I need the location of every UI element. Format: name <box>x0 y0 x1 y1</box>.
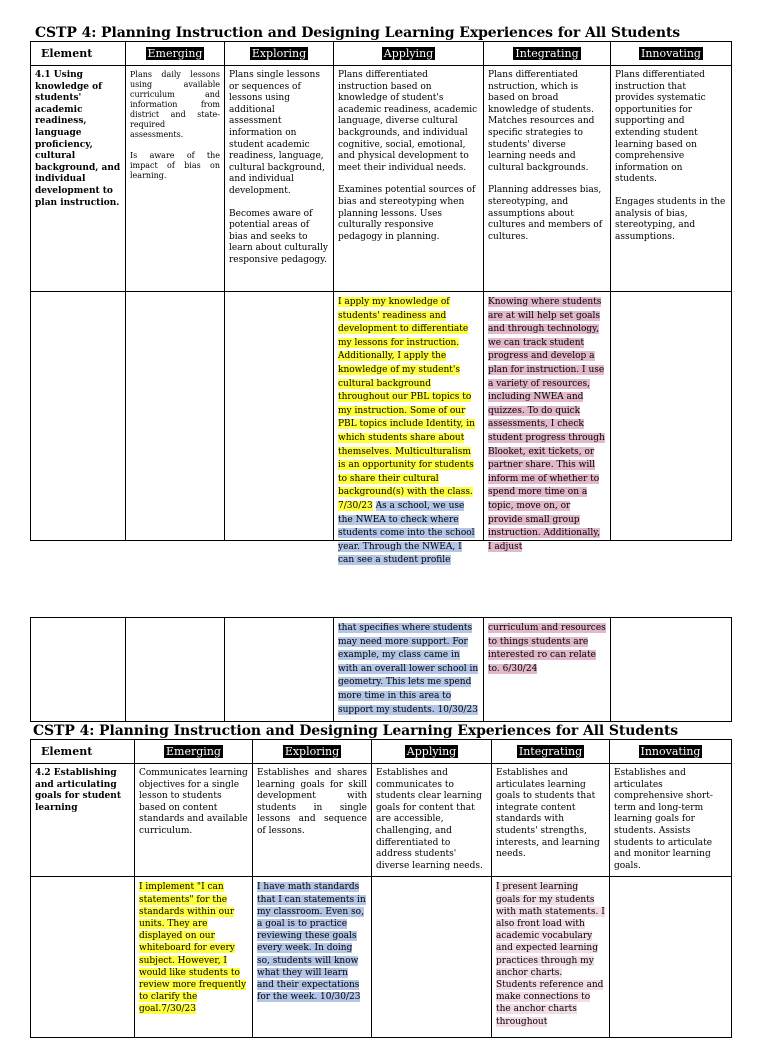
header-row <box>31 42 732 66</box>
element-4-1: 4.1 Using knowledge of students' academic readiness, language proficiency, cultural background, and individual development to plan instruction. <box>31 66 126 292</box>
header2-emerging: Emerging <box>135 740 253 764</box>
applying-response-continued: that specifies where students may need more support. For example, my class came in with an overall lower school in geometry. This lets me spend more time in this area to support my students. 10/30/23 <box>334 618 484 722</box>
integrating-descriptor: Plans differentiated nstruction, which is based on broad knowledge of students. Matches resources and specific strategies to students' diverse learning needs and cultural backgrounds. Planning addresses bias, stereotyping, and assumptions about cultures and members of cultures. <box>484 66 611 292</box>
header2-element: Element <box>31 740 135 764</box>
descriptor-row <box>31 66 732 292</box>
emerging-descriptor-2: Communicates learning objectives for a single lesson to students based on content standards and available curriculum. <box>135 764 253 877</box>
exploring-response-2: I have math standards that I can statements in my classroom. Even so, a goal is to practice reviewing these goals every week. In doing so, students will know what they will learn and their expectations for the week. 10/30/23 <box>253 877 372 1038</box>
exploring-descriptor: Plans single lessons or sequences of lessons using additional assessment information on student academic readiness, language, cultural background, and individual development. Becomes aware of potential areas of bias and seeks to learn about culturally responsive pedagogy. <box>225 66 334 292</box>
header-applying: Applying <box>334 42 484 66</box>
continued-exploring-empty <box>225 618 334 722</box>
response2-innovating-empty <box>610 877 732 1038</box>
applying-descriptor: Plans differentiated instruction based on knowledge of student's academic readiness, academic language, diverse cultural backgrounds, and individual cognitive, social, emotional, and physical development to meet their individual needs. Examines potential sources of bias and stereotyping when planning lessons. Uses culturally responsive pedagogy in planning. <box>334 66 484 292</box>
cstp-4-1-continued-table <box>30 617 732 722</box>
emerging-descriptor: Plans daily lessons using available curriculum and information from district and state-required assessments. Is aware of the impact of bias on learning. <box>126 66 225 292</box>
applying-response <box>334 292 484 566</box>
header-exploring: Exploring <box>225 42 334 66</box>
header-emerging: Emerging <box>126 42 225 66</box>
response-exploring-empty <box>225 292 334 541</box>
continued-emerging-empty <box>126 618 225 722</box>
header-integrating: Integrating <box>484 42 611 66</box>
continued-row <box>31 618 732 722</box>
integrating-descriptor-2: Establishes and articulates learning goals to students that integrate content standards with students' strengths, interests, and learning needs. <box>492 764 610 877</box>
integrating-response-continued: curriculum and resources to things students are interested ro can relate to. 6/30/24 <box>484 618 611 722</box>
header2-exploring: Exploring <box>253 740 372 764</box>
header-element: Element <box>31 42 126 66</box>
response2-applying-empty <box>372 877 492 1038</box>
response2-element-empty <box>31 877 135 1038</box>
section1-title: CSTP 4: Planning Instruction and Designing Learning Experiences for All Students <box>35 25 681 41</box>
cstp-4-1-table <box>30 41 732 566</box>
header2-innovating: Innovating <box>610 740 732 764</box>
integrating-response <box>484 292 611 552</box>
response-emerging-empty <box>126 292 225 541</box>
integrating-response-pink: Knowing where students are at will help set goals and through technology, we can track student progress and develop a plan for instruction. I use a variety of resources, including NWEA and quizzes. To do quick assessments, I check student progress through Blooket, exit tickets, or partner share. This will inform me of whether to spend more time on a topic, move on, or provide small group instruction. Additionally, I adjust <box>488 297 605 552</box>
emerging-response-2: I implement "I can statements" for the standards within our units. They are displayed on our whiteboard for every subject. However, I would like students to review more frequently to clarify the goal.7/30/23 <box>135 877 253 1038</box>
applying-response-blue: As a school, we use the NWEA to check where students come into the school year. Through the NWEA, I can see a student profile <box>338 500 475 566</box>
cstp-4-2-table <box>30 739 732 1038</box>
integrating-response-2: I present learning goals for my students with math statements. I also front load with academic vocabulary and expected learning practices through my anchor charts. Students reference and make connections to the anchor charts throughout <box>492 877 610 1038</box>
response-row <box>31 292 732 541</box>
response-row-2 <box>31 877 732 1038</box>
header2-applying: Applying <box>372 740 492 764</box>
continued-innovating-empty <box>611 618 732 722</box>
exploring-descriptor-2: Establishes and shares learning goals for skill development with students in single lessons and sequence of lessons. <box>253 764 372 877</box>
descriptor-row-2 <box>31 764 732 877</box>
section2-title: CSTP 4: Planning Instruction and Designing Learning Experiences for All Students <box>33 723 679 739</box>
header-row-2 <box>31 740 732 764</box>
innovating-descriptor: Plans differentiated instruction that provides systematic opportunities for supporting and extending student learning based on comprehensive information on students. Engages students in the analysis of bias, stereotyping, and assumptions. <box>611 66 732 292</box>
response-element-empty <box>31 292 126 541</box>
element-4-2: 4.2 Establishing and articulating goals for student learning <box>31 764 135 877</box>
response-innovating-empty <box>611 292 732 541</box>
header-innovating: Innovating <box>611 42 732 66</box>
applying-response-yellow: I apply my knowledge of students' readiness and development to differentiate my lessons for instruction. Additionally, I apply the knowledge of my student's cultural background throughout our PBL topics to my instruction. Some of our PBL topics include Identity, in which students share about themselves. Multiculturalism is an opportunity for students to share their cultural background(s) with the class. 7/30/23 <box>338 297 475 511</box>
header2-integrating: Integrating <box>492 740 610 764</box>
innovating-descriptor-2: Establishes and articulates comprehensive short-term and long-term learning goals for students. Assists students to articulate and monitor learning goals. <box>610 764 732 877</box>
continued-element-empty <box>31 618 126 722</box>
applying-descriptor-2: Establishes and communicates to students clear learning goals for content that are accessible, challenging, and differentiated to address students' diverse learning needs. <box>372 764 492 877</box>
